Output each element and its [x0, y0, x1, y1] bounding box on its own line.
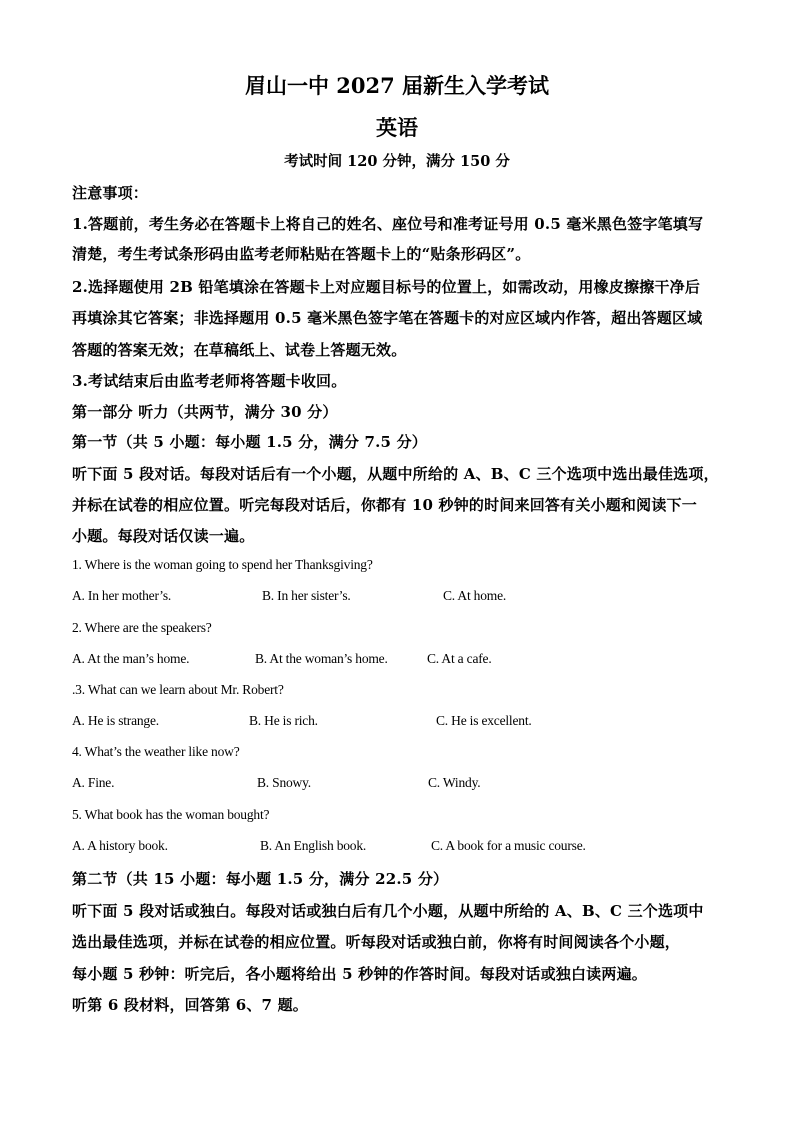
option-b: B. An English book.	[260, 838, 367, 853]
question-stem: 1. Where is the woman going to spend her Thanksgiving?	[72, 557, 373, 572]
option-b: B. In her sister’s.	[262, 588, 351, 603]
question-stem: 5. What book has the woman bought?	[72, 807, 270, 822]
option-a: A. At the man’s home.	[72, 651, 190, 666]
section1-heading: 第一节（共 5 小题：每小题 1.5 分，满分 7.5 分）	[72, 433, 427, 451]
notice-line: 1.答题前，考生务必在答题卡上将自己的姓名、座位号和准考证号用 0.5 毫米黑色签字笔填写	[72, 215, 704, 233]
material-note: 听第 6 段材料，回答第 6、7 题。	[72, 996, 309, 1014]
section1-instruction: 听下面 5 段对话。每段对话后有一个小题，从题中所给的 A、B、C 三个选项中选出最佳选项，	[72, 465, 719, 483]
section2-instruction: 选出最佳选项，并标在试卷的相应位置。听每段对话或独白前，你将有时间阅读各个小题，	[72, 933, 681, 951]
option-a: A. A history book.	[72, 838, 168, 853]
option-b: B. He is rich.	[249, 713, 318, 728]
section1-instruction: 小题。每段对话仅读一遍。	[72, 527, 255, 545]
exam-info: 考试时间 120 分钟，满分 150 分	[284, 153, 510, 170]
question-stem: 4. What’s the weather like now?	[72, 744, 240, 759]
section2-instruction: 每小题 5 秒钟：听完后，各小题将给出 5 秒钟的作答时间。每段对话或独白读两遍。	[72, 965, 647, 983]
option-c: C. At home.	[443, 588, 507, 603]
subject-title: 英语	[376, 115, 418, 140]
option-a: A. He is strange.	[72, 713, 159, 728]
option-a: A. In her mother’s.	[72, 588, 172, 603]
option-c: C. A book for a music course.	[431, 838, 586, 853]
section2-instruction: 听下面 5 段对话或独白。每段对话或独白后有几个小题，从题中所给的 A、B、C 三个选项中	[72, 902, 704, 920]
option-c: C. He is excellent.	[436, 713, 532, 728]
option-b: B. At the woman’s home.	[255, 651, 388, 666]
option-a: A. Fine.	[72, 775, 115, 790]
question-stem: 2. Where are the speakers?	[72, 620, 212, 635]
notice-line: 答题的答案无效；在草稿纸上、试卷上答题无效。	[72, 341, 407, 359]
option-b: B. Snowy.	[257, 775, 311, 790]
section2-heading: 第二节（共 15 小题：每小题 1.5 分，满分 22.5 分）	[72, 870, 449, 888]
notice-line: 清楚，考生考试条形码由监考老师粘贴在答题卡上的“贴条形码区”。	[72, 245, 531, 263]
question-stem: .3. What can we learn about Mr. Robert?	[72, 682, 284, 697]
section1-instruction: 并标在试卷的相应位置。听完每段对话后，你都有 10 秒钟的时间来回答有关小题和阅读下一	[72, 496, 697, 514]
notice-heading: 注意事项：	[72, 184, 149, 202]
option-c: C. At a cafe.	[427, 651, 492, 666]
exam-title: 眉山一中 2027 届新生入学考试	[244, 73, 550, 98]
option-c: C. Windy.	[428, 775, 481, 790]
notice-line: 3.考试结束后由监考老师将答题卡收回。	[72, 372, 347, 390]
notice-line: 2.选择题使用 2B 铅笔填涂在答题卡上对应题目标号的位置上，如需改动，用橡皮擦擦干净后	[72, 278, 701, 296]
notice-line: 再填涂其它答案；非选择题用 0.5 毫米黑色签字笔在答题卡的对应区域内作答，超出答题区域	[72, 309, 703, 327]
part1-heading: 第一部分 听力（共两节，满分 30 分）	[72, 403, 338, 421]
